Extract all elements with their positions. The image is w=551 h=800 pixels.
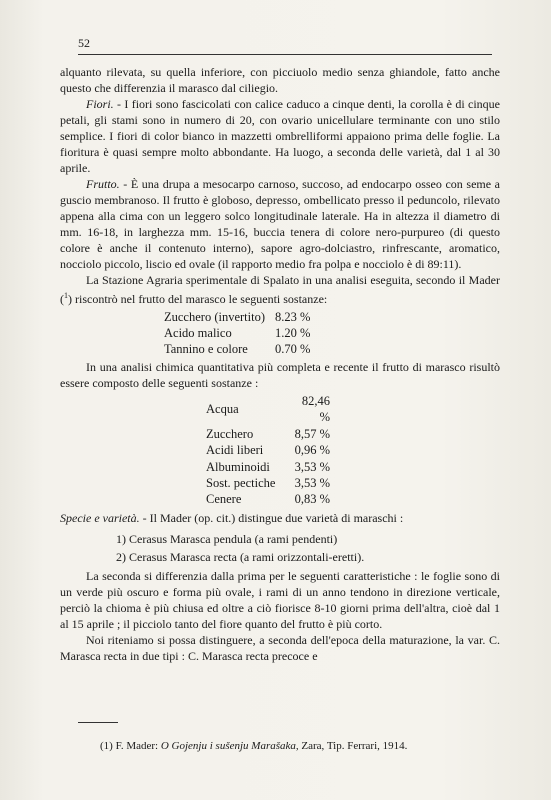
substance-value: 3,53 % — [294, 459, 330, 474]
substance-name: Cenere — [206, 492, 242, 507]
footnote — [100, 740, 520, 752]
paragraph-intro: alquanto rilevata, su quella inferiore, con picciuolo medio senza ghiandole, fatto anche questo che differenzia il marasco dal ciliegio. — [60, 65, 500, 95]
paragraph-frutto — [60, 176, 500, 272]
footnote-author: F. Mader: — [112, 740, 161, 752]
paragraph-stazione — [60, 272, 500, 307]
substance-value: 0.70 % — [275, 342, 311, 356]
table-row — [206, 475, 334, 491]
page-number: 52 — [78, 36, 90, 50]
substance-value: 1.20 % — [275, 326, 311, 340]
table-row — [206, 426, 334, 442]
substance-value: 0,83 % — [294, 492, 330, 507]
footnote-mark: (1) — [100, 740, 113, 752]
heading-specie: Specie e varietà. — [60, 510, 140, 525]
text-stazione-after: ) riscontrò nel frutto del marasco le seguenti sostanze: — [68, 292, 328, 306]
body-text — [60, 64, 500, 664]
footnote-rest: Zara, Tip. Ferrari, 1914. — [298, 740, 408, 752]
table-row — [164, 325, 314, 341]
substance-name: Acqua — [206, 402, 239, 417]
table-row — [164, 341, 314, 357]
substance-value: 3,53 % — [294, 476, 330, 491]
substance-name: Zucchero (invertito) — [164, 310, 265, 324]
text-frutto: - È una drupa a mesocarpo carnoso, succoso, ad endocarpo osseo con seme a guscio membranoso. Il frutto è globoso, depresso, ombellicato presso il peduncolo, rilevato appena alla cima con un leggero solco longitudinale laterale. Ha in altezza il diametro di mm. 16-18, in larghezza mm. 15-16, buccia tenera di colore nero-purpureo (di questo colore è anche il contenuto interno), sapore agro-dolciastro, rinfrescante, aromatico, nocciolo piccolo, liscio ed ovale (il rapporto medio fra polpa e nocciolo è di 89:11). — [60, 177, 500, 271]
header-rule — [78, 54, 492, 55]
heading-fiori: Fiori. — [86, 97, 114, 111]
heading-frutto: Frutto. — [86, 177, 120, 191]
substance-value: 8,57 % — [294, 426, 330, 441]
variety-list — [60, 530, 500, 566]
substance-name: Tannino e colore — [164, 342, 248, 356]
substance-value: 82,46 % — [301, 394, 330, 425]
substance-value: 0,96 % — [294, 443, 330, 458]
paragraph-fiori — [60, 96, 500, 176]
paragraph-noi: Noi riteniamo si possa distinguere, a seconda dell'epoca della maturazione, la var. C. Marasca recta in due tipi : C. Marasca recta precoce e — [60, 632, 500, 663]
footnote-title: O Gojenju i sušenju Marašaka, — [160, 740, 299, 752]
table-row — [164, 309, 314, 325]
table-row — [206, 393, 334, 426]
table-row — [206, 491, 334, 507]
substance-name: Zucchero — [206, 426, 254, 441]
text-specie: - Il Mader (op. cit.) distingue due varietà di maraschi : — [139, 510, 404, 525]
text-stazione-before: La Stazione Agraria sperimentale di Spalato in una analisi eseguita, secondo il Mader ( — [60, 273, 500, 306]
paragraph-seconda: La seconda si differenzia dalla prima per le seguenti caratteristiche : le foglie sono di un verde più oscuro e forma più ovale, i rami di un anno tendono in direzione verticale, perciò la chioma è più chiusa ed oltre a ciò fiorisce 8-10 giorni prima dell'altra, cioè dal 1 al 15 aprile ; il picciolo tanto del fiore quanto del frutto è più corto. — [60, 568, 500, 631]
analysis-table-1 — [164, 309, 314, 357]
table-row — [206, 442, 334, 458]
substance-name: Acido malico — [164, 326, 232, 340]
list-item: 1) Cerasus Marasca pendula (a rami pendenti) — [116, 531, 338, 546]
substance-value: 8.23 % — [275, 310, 311, 324]
analysis-table-2 — [206, 393, 334, 508]
text-fiori: - I fiori sono fascicolati con calice caduco a cinque denti, la corolla è di cinque petali, gli stami sono in numero di 20, con ovario unicellulare terminante con uno stilo semplice. I fiori di color bianco in mazzetti ombrelliformi appaiono prima delle foglie. La fioritura è quasi sempre molto abbondante. Ha luogo, a seconda delle varietà, dal 1 al 30 aprile. — [60, 97, 500, 175]
paragraph-analisi: In una analisi chimica quantitativa più completa e recente il frutto di marasco risultò essere composto delle seguenti sostanze : — [60, 360, 500, 390]
paragraph-specie — [60, 510, 500, 526]
substance-name: Acidi liberi — [206, 443, 264, 458]
substance-name: Sost. pectiche — [206, 476, 276, 491]
table-row — [206, 459, 334, 475]
footnote-ref: 1 — [64, 291, 68, 300]
footnote-rule — [78, 722, 118, 723]
substance-name: Albuminoidi — [206, 459, 270, 474]
list-item: 2) Cerasus Marasca recta (a rami orizzontali-eretti). — [116, 549, 365, 564]
